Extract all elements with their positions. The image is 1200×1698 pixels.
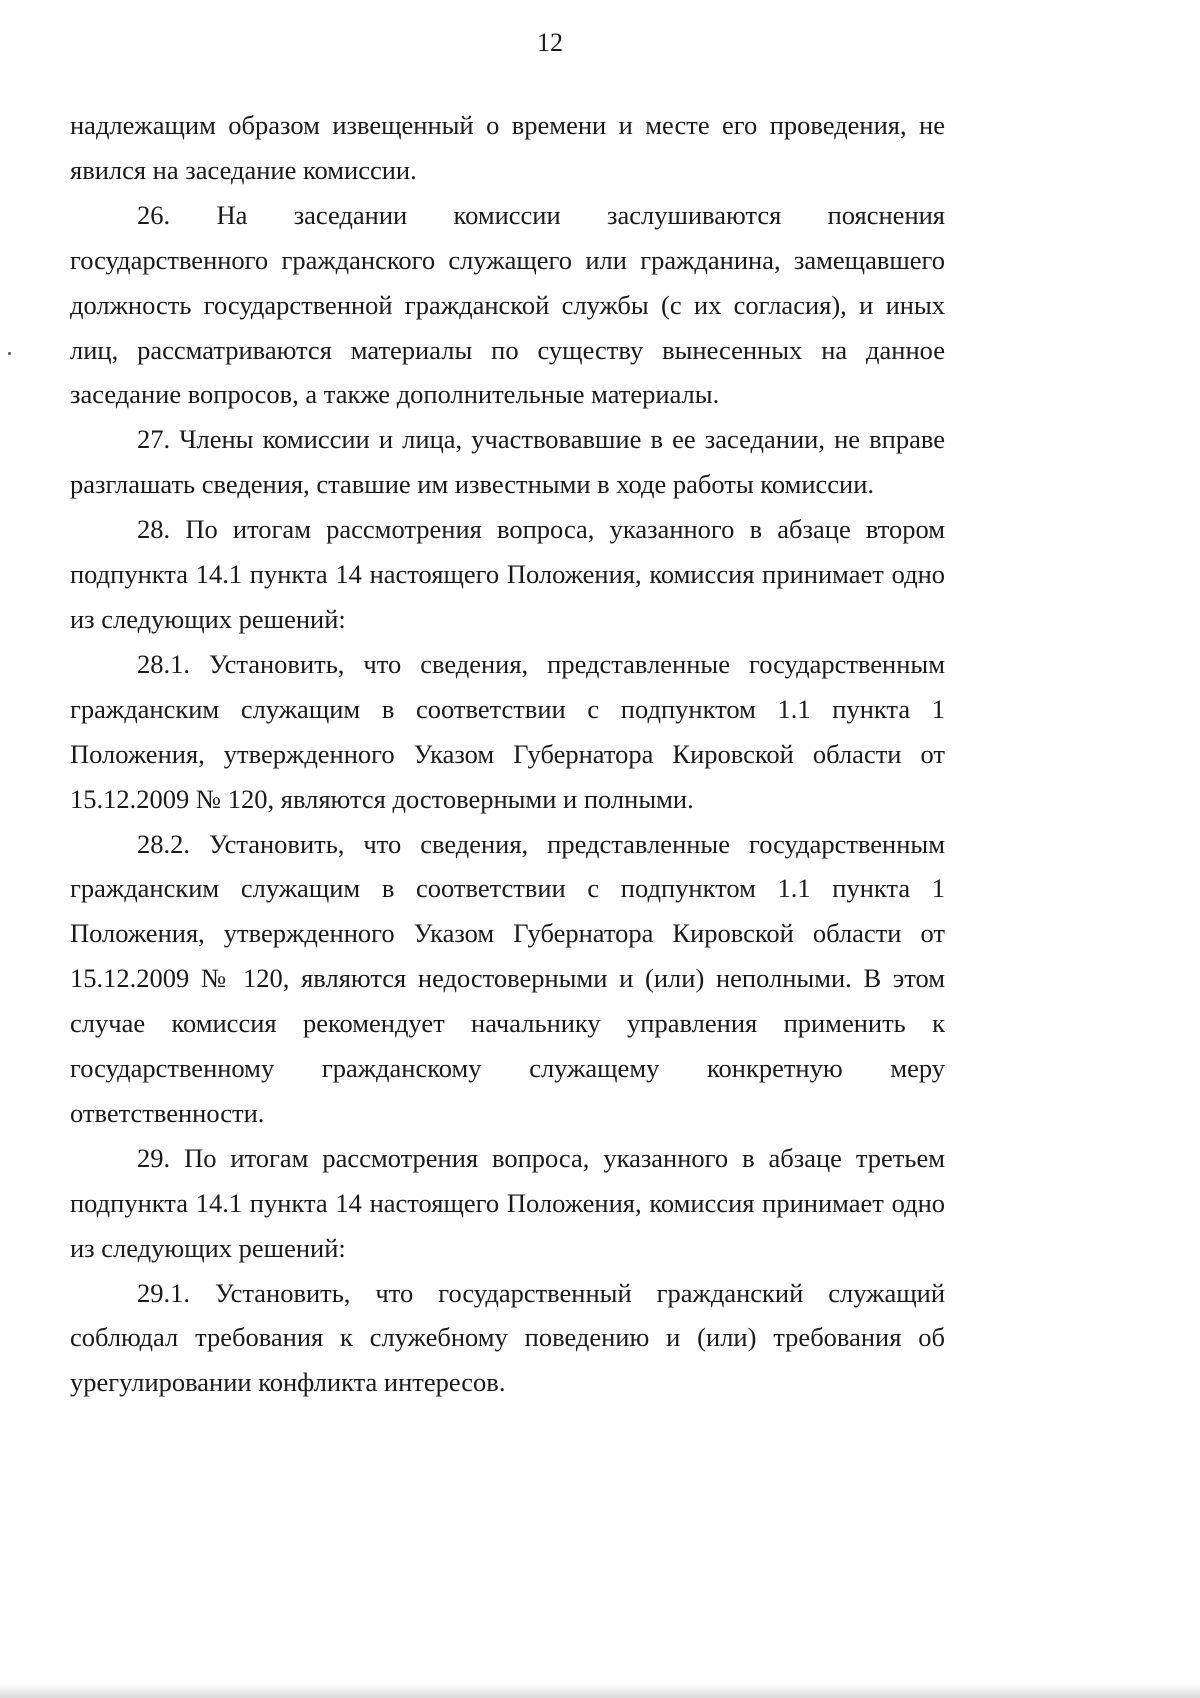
scan-bottom-edge [0, 1684, 1200, 1698]
paragraph-28: 28. По итогам рассмотрения вопроса, указанного в абзаце втором подпункта 14.1 пункта 14 настоящего Положения, комиссия принимает одно из следующих решений: [70, 514, 945, 634]
scan-speck [8, 352, 11, 355]
paragraph-26: 26. На заседании комиссии заслушиваются пояснения государственного гражданского служащего или гражданина, замещавшего должность государственной гражданской службы (с их согласия), и иных лиц, рассматриваются материалы по существу вынесенных на данное заседание вопросов, а также дополнительные материалы. [70, 199, 945, 410]
paragraph-27: 27. Члены комиссии и лица, участвовавшие в ее заседании, не вправе разглашать сведения, ставшие им известными в ходе работы комиссии. [70, 424, 945, 500]
document-body [70, 103, 945, 1405]
paragraph-continuation: надлежащим образом извещенный о времени и месте его проведения, не явился на заседание комиссии. [70, 110, 945, 185]
paragraph-28-1: 28.1. Установить, что сведения, представленные государственным гражданским служащим в соответствии с подпунктом 1.1 пункта 1 Положения, утвержденного Указом Губернатора Кировской области от 15.12.2009 № 120, являются достоверными и полными. [70, 648, 945, 814]
paragraph-29: 29. По итогам рассмотрения вопроса, указанного в абзаце третьем подпункта 14.1 пункта 14 настоящего Положения, комиссия принимает одно из следующих решений: [70, 1142, 945, 1263]
paragraph-28-2: 28.2. Установить, что сведения, представленные государственным гражданским служащим в соответствии с подпунктом 1.1 пункта 1 Положения, утвержденного Указом Губернатора Кировской области от 15.12.2009 № 120, являются недостоверными и (или) неполными. В этом случае комиссия рекомендует начальнику управления применить к государственному гражданскому служащему конкретную меру ответственности. [70, 828, 945, 1128]
page-number: 12 [537, 28, 563, 57]
paragraph-29-1: 29.1. Установить, что государственный гражданский служащий соблюдал требования к служебному поведению и (или) требования об урегулировании конфликта интересов. [70, 1277, 945, 1398]
